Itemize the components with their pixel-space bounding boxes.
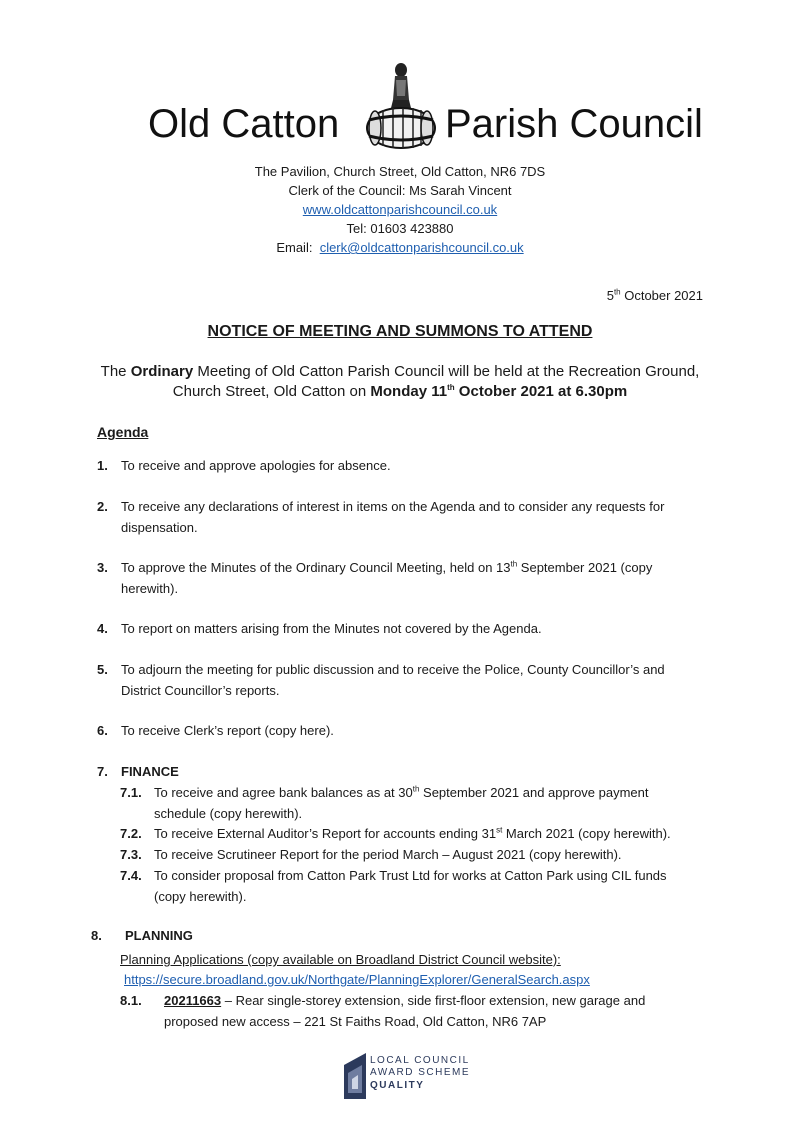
council-name-right: Parish Council: [445, 102, 703, 146]
address-line: The Pavilion, Church Street, Old Catton, NR6 7DS: [254, 164, 546, 179]
award-line-3: QUALITY: [370, 1080, 425, 1091]
planning-reference: 20211663: [164, 993, 222, 1008]
award-scheme-logo: [344, 1053, 494, 1101]
finance-item: 7.3. To receive Scrutineer Report for the period March – August 2021 (copy herewith).: [120, 847, 622, 862]
planning-explorer-link[interactable]: https://secure.broadland.gov.uk/Northgate/PlanningExplorer/GeneralSearch.aspx: [124, 972, 590, 987]
letter-date: 5th October 2021: [606, 287, 703, 303]
barrel-crest-icon: [365, 60, 437, 152]
planning-item: 8.1. 20211663 – Rear single-storey extension, side first-floor extension, new garage and proposed new access – 221 St Faiths Road, Old Catton, NR6 7AP: [120, 993, 646, 1029]
finance-item: 7.1. To receive and agree bank balances as at 30th September 2021 and approve payment schedule (copy herewith).: [120, 784, 649, 821]
planning-apps-label: Planning Applications (copy available on Broadland District Council website):: [120, 952, 561, 967]
finance-item: 7.4. To consider proposal from Catton Park Trust Ltd for works at Catton Park using CIL funds (copy herewith).: [120, 868, 667, 904]
award-line-2: AWARD SCHEME: [370, 1067, 471, 1078]
agenda-item: 6. To receive Clerk’s report (copy here).: [97, 723, 334, 738]
agenda-heading: Agenda: [97, 424, 149, 440]
agenda-item: 3. To approve the Minutes of the Ordinary Council Meeting, held on 13th September 2021 (copy herewith).: [97, 559, 653, 596]
agenda-item: 4. To report on matters arising from the Minutes not covered by the Agenda.: [97, 621, 542, 636]
telephone-line: Tel: 01603 423880: [346, 221, 454, 236]
clerk-line: Clerk of the Council: Ms Sarah Vincent: [288, 183, 512, 198]
address-block: [0, 162, 800, 257]
agenda-item-finance: 7. FINANCE: [97, 764, 179, 779]
agenda-item: 5. To adjourn the meeting for public discussion and to receive the Police, County Councillor’s and District Councillor’s reports.: [97, 662, 665, 698]
award-line-1: LOCAL COUNCIL: [370, 1055, 470, 1066]
planning-heading: 8. PLANNING: [91, 928, 193, 943]
email-link[interactable]: clerk@oldcattonparishcouncil.co.uk: [319, 240, 524, 255]
website-link[interactable]: www.oldcattonparishcouncil.co.uk: [302, 202, 498, 217]
finance-item: 7.2. To receive External Auditor’s Report for accounts ending 31st March 2021 (copy herewith).: [120, 825, 671, 841]
meeting-intro: The Ordinary Meeting of Old Catton Parish Council will be held at the Recreation Ground, Church Street, Old Catton on Monday 11th October 2021 at 6.30pm: [100, 363, 700, 400]
notice-title: NOTICE OF MEETING AND SUMMONS TO ATTEND: [207, 323, 593, 340]
agenda-item: 2. To receive any declarations of interest in items on the Agenda and to consider any requests for dispensation.: [97, 499, 665, 535]
award-mark-icon: [344, 1053, 366, 1099]
council-name-left: Old Catton: [148, 102, 340, 146]
agenda-item: 1. To receive and approve apologies for absence.: [97, 458, 391, 473]
email-label: Email:: [276, 240, 313, 255]
letterhead: [0, 60, 800, 160]
